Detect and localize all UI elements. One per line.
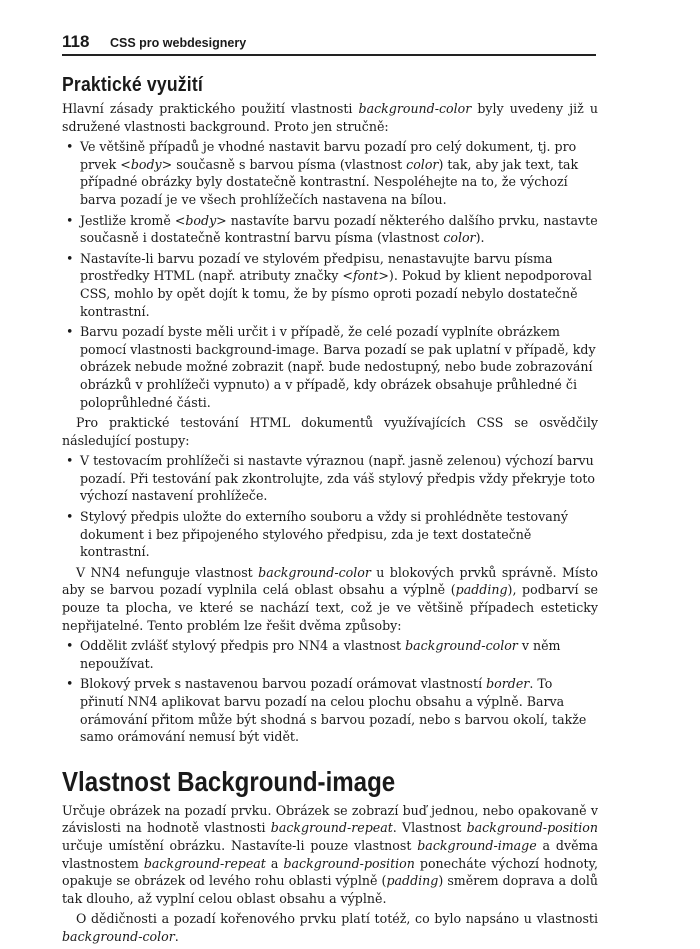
text-run: Jestliže kromě xyxy=(80,212,175,228)
italic-term: background-color xyxy=(258,564,371,580)
list-item xyxy=(62,323,598,411)
intro-paragraph xyxy=(62,100,598,135)
text-run: ). xyxy=(475,230,485,246)
nn4-solutions-list xyxy=(62,637,598,746)
italic-term: background-color xyxy=(405,638,518,654)
italic-term: <font> xyxy=(342,268,389,284)
text-run: . To přinutí NN4 aplikovat barvu pozadí na celou plochu obsahu a výplně. Barva orámování přitom může být shodná s barvou pozadí, nebo s barvou okolí, takže samo orámování nemusí být vidět. xyxy=(80,676,587,745)
text-run: Blokový prvek s nastavenou barvou pozadí orámovat vlastností xyxy=(80,676,487,692)
text-run: byly uvedeny již u sdružené vlastnosti background. Proto jen stručně: xyxy=(62,101,598,134)
running-header xyxy=(62,30,596,56)
text-run: . Vlastnost xyxy=(392,820,467,836)
list-item xyxy=(62,675,598,745)
text-run: V NN4 nefunguje vlastnost xyxy=(76,564,259,580)
bullet-icon: • xyxy=(66,139,74,155)
bullet-icon: • xyxy=(66,638,74,654)
page-number: 118 xyxy=(62,32,90,51)
text-run: u blokových prvků správně. Místo aby se barvou pozadí vyplnila celá oblast obsahu a výplně ( xyxy=(62,564,598,598)
testing-intro-paragraph xyxy=(62,414,598,449)
list-item xyxy=(62,138,598,208)
italic-term: <body> xyxy=(120,156,173,172)
list-item xyxy=(62,637,598,672)
text-run: současně s barvou písma (vlastnost xyxy=(172,156,407,172)
text-run: . xyxy=(174,928,179,944)
text-run: ), podbarví se pouze ta plocha, ve které se nachází text, což je ve většině případech esteticky nepřijatelné. Tento problém lze řešit dvěma způsoby: xyxy=(62,582,598,633)
inheritance-paragraph xyxy=(62,910,598,945)
italic-term: color xyxy=(406,156,439,172)
text-run: ponecháte výchozí hodnoty, opakuje se obrázek od levého rohu oblasti výplně ( xyxy=(62,855,599,889)
text-run: Barvu pozadí byste měli určit i v případě, že celé pozadí vyplníte obrázkem pomocí vlastnosti background-image. Barva pozadí se pak uplatní v případě, kdy obrázek nebude možné zobrazit (např. bude nedostupný, nebo bude zobrazování obrázků v prohlížeči vypnuto) a v případě, kdy obrázek obsahuje průhledné či poloprůhledné části. xyxy=(80,324,596,410)
background-image-paragraph xyxy=(62,802,598,908)
text-run: a dvěma vlastnostem xyxy=(62,837,598,871)
text-run: ). Pokud by klient nepodporoval CSS, mohlo by opět dojít k tomu, že by písmo oproti pozadí nebylo dostatečně kontrastní. xyxy=(80,268,592,319)
italic-term: border xyxy=(486,676,530,692)
italic-term: background-color xyxy=(358,101,472,116)
section-heading-practical-use: Praktické využití xyxy=(62,74,203,96)
nn4-paragraph xyxy=(62,564,598,634)
list-item xyxy=(62,508,598,561)
text-run: Ve většině případů je vhodné nastavit barvu pozadí pro celý dokument, tj. pro prvek xyxy=(80,139,577,172)
text-run: v něm nepoužívat. xyxy=(80,638,561,671)
italic-term: padding xyxy=(386,873,439,889)
text-run: Pro praktické testování HTML dokumentů využívajících CSS se osvědčily následující postupy: xyxy=(62,415,598,448)
list-item xyxy=(62,250,598,320)
text-run: a xyxy=(265,855,284,871)
bullet-icon: • xyxy=(66,324,74,340)
text-run: O dědičnosti a pozadí kořenového prvku platí totéž, co bylo napsáno u vlastnosti xyxy=(76,911,598,927)
italic-term: color xyxy=(443,230,476,246)
text-run: určuje umístění obrázku. Nastavíte-li pouze vlastnost xyxy=(62,837,418,853)
text-run: Určuje obrázek na pozadí prvku. Obrázek se zobrazí buď jednou, nebo opakovaně v závislosti na hodnotě vlastnosti xyxy=(62,802,598,836)
text-run: V testovacím prohlížeči si nastavte výraznou (např. jasně zelenou) výchozí barvu pozadí. Při testování pak zkontrolujte, zda váš stylový předpis vždy překryje toto výchozí nastavení prohlížeče. xyxy=(80,453,595,504)
text-run: Hlavní zásady praktického použití vlastnosti xyxy=(62,101,359,116)
text-run: Oddělit zvlášť stylový předpis pro NN4 a vlastnost xyxy=(80,638,406,654)
italic-term: background-repeat xyxy=(143,855,266,871)
text-run: ) tak, aby jak text, tak případné obrázky byly dostatečně kontrastní. Nespoléhejte na to, že výchozí barva pozadí je ve všech prohlížečích nastavena na bílou. xyxy=(80,156,579,207)
text-run: nastavíte barvu pozadí některého dalšího prvku, nastavte současně i dostatečně kontrastní barvu písma (vlastnost xyxy=(80,212,598,246)
bullet-icon: • xyxy=(66,676,74,692)
italic-term: background-color xyxy=(62,928,175,944)
italic-term: background-position xyxy=(283,855,415,871)
italic-term: background-image xyxy=(417,837,537,853)
bullet-icon: • xyxy=(66,250,74,266)
list-item xyxy=(62,212,598,247)
list-item xyxy=(62,452,598,505)
section-heading-background-image: Vlastnost Background-image xyxy=(62,765,396,797)
italic-term: background-repeat xyxy=(270,820,393,836)
bullet-icon: • xyxy=(66,453,74,469)
text-run: Stylový předpis uložte do externího souboru a vždy si prohlédněte testovaný dokument i bez připojeného stylového předpisu, zda je text dostatečně kontrastní. xyxy=(80,509,568,560)
bullet-icon: • xyxy=(66,212,74,228)
text-run: Nastavíte-li barvu pozadí ve stylovém předpisu, nenastavujte barvu písma prostředky HTML (např. atributy značky xyxy=(80,250,553,284)
italic-term: background-position xyxy=(466,820,598,836)
page-body xyxy=(62,74,598,949)
bullet-icon: • xyxy=(66,509,74,525)
italic-term: <body> xyxy=(174,212,227,228)
italic-term: padding xyxy=(455,582,508,598)
text-run: ) směrem doprava a dolů tak dlouho, až vyplní celou oblast obsahu a výplně. xyxy=(62,873,598,906)
testing-list xyxy=(62,452,598,561)
recommendations-list xyxy=(62,138,598,411)
book-title: CSS pro webdesignery xyxy=(110,36,247,50)
